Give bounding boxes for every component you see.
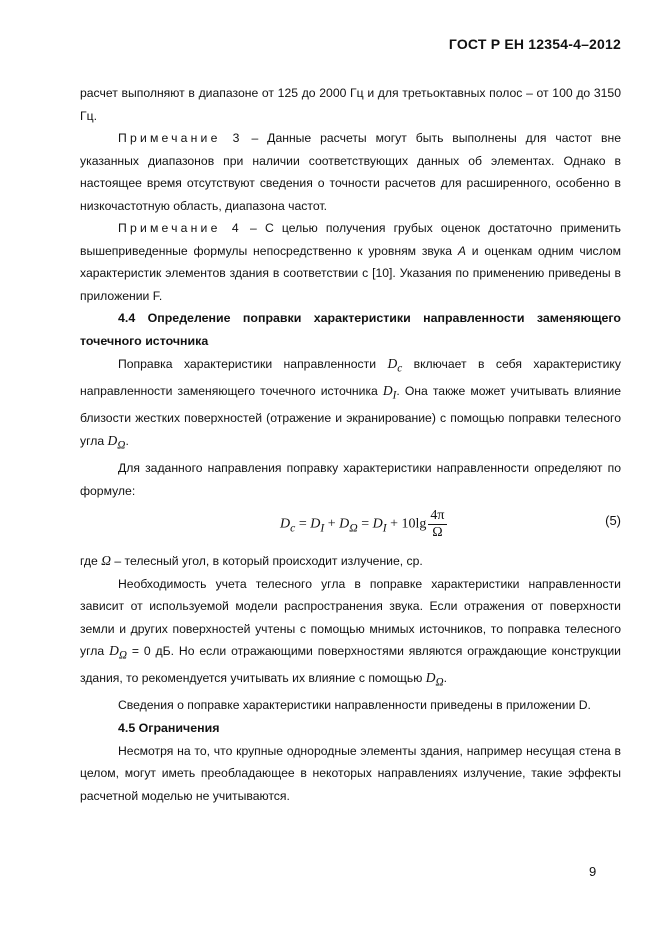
formula-term-3: D [372, 516, 383, 532]
var-letter: D [109, 643, 119, 659]
paragraph-formula-intro: Для заданного направления поправку характеристики направленности определяют по формуле: [80, 461, 621, 498]
var-subscript: Ω [117, 439, 126, 452]
note-4-text-b: и оценкам одним числом характеристик элементов здания в соответствии с [10]. Указания по применению приведены в приложении F. [80, 243, 622, 303]
equation-number: (5) [605, 513, 621, 529]
var-letter: D [387, 356, 398, 371]
note-4-text-a: – С целью получения грубых оценок достаточно применить вышеприведенные формулы непосредственно к уровням звука [80, 221, 621, 258]
paragraph-directivity [80, 353, 621, 457]
document-body [80, 82, 621, 807]
note-3 [80, 127, 621, 217]
formula-term-1: D [310, 516, 321, 532]
text-fragment: где [80, 554, 102, 569]
var-subscript: c [397, 362, 403, 375]
formula-term-1-sub: I [320, 521, 325, 535]
text-fragment: = 0 дБ. Но если отражающими поверхностями являются ограждающие конструкции здания, то рекомендуется учитывать их влияние с помощью [80, 644, 621, 686]
formula-log: 10lg [401, 516, 427, 532]
var-letter: D [107, 432, 118, 448]
note-4 [80, 217, 621, 307]
var-letter: D [382, 383, 393, 399]
text-fragment: . [125, 433, 129, 448]
note-4-label: Примечание 4 [118, 221, 242, 235]
note-4-variable: A [457, 243, 467, 258]
formula-term-2: D [339, 516, 350, 532]
paragraph-solid-angle [80, 573, 621, 695]
formula-denominator: Ω [432, 525, 443, 541]
formula-term-2-sub: Ω [349, 521, 358, 535]
paragraph-limitations: Несмотря на то, что крупные однородные элементы здания, например несущая стена в целом, могут иметь преобладающее в некоторых направлениях излучение, такие эффекты расчетной моделью не учитываются. [80, 743, 621, 803]
omega-symbol: Ω [101, 553, 111, 569]
text-fragment: Необходимость учета телесного угла в поправке характеристики направленности зависит от используемой модели распространения звука. Если отражения от поверхности земли и других поверхностей учтены с помощью мнимых источников, то поправка телесного угла [80, 576, 621, 659]
var-dc [387, 356, 403, 375]
var-subscript: Ω [118, 649, 127, 662]
text-fragment: включает в себя характеристику направленности заменяющего точечного источника [80, 357, 621, 399]
formula-lhs-sub: c [290, 521, 296, 535]
text-fragment: Поправка характеристики направленности [118, 357, 388, 371]
var-domega [425, 670, 444, 689]
var-subscript: I [392, 389, 397, 402]
text-fragment: . [443, 671, 448, 686]
section-4-5-heading: 4.5 Ограничения [118, 720, 220, 735]
var-domega [107, 432, 129, 452]
section-4-4-heading: 4.4 Определение поправки характеристики направленности заменяющего точечного источника [80, 311, 621, 348]
formula-expression: $D_c = D_I + D_\Omega = D_I + 10\lg$ $\frac{4\pi}{\Omega}$ [280, 508, 445, 541]
page-number: 9 [589, 864, 597, 879]
formula-lhs: D [280, 516, 291, 532]
paragraph-annex-d: Сведения о поправке характеристики направленности приведены в приложении D. [118, 698, 591, 713]
document-code-header: ГОСТ Р ЕН 12354-4–2012 [448, 36, 621, 52]
var-di [382, 383, 397, 402]
var-subscript: Ω [435, 676, 444, 689]
var-letter: D [425, 670, 436, 686]
text-fragment: . Она также может учитывать влияние близости жестких поверхностей (отражение и экранирование) с помощью поправки телесного угла [80, 384, 622, 448]
note-3-text: – Данные расчеты могут быть выполнены для частот вне указанных диапазонов при наличии соответствующих данных об элементах. Однако в настоящее время отсутствуют сведения о точности расчетов для расширенного, особенно в низкочастотную область, диапазона частот. [80, 131, 621, 213]
note-3-label: Примечание 3 [118, 131, 243, 145]
formula-fraction [428, 508, 446, 541]
paragraph-where [80, 550, 621, 573]
paragraph-range: расчет выполняют в диапазоне от 125 до 2000 Гц и для третьоктавных полос – от 100 до 3150 Гц. [80, 86, 621, 123]
var-domega [109, 643, 127, 662]
formula-term-3-sub: I [382, 521, 387, 535]
text-fragment: – телесный угол, в который происходит излучение, ср. [110, 554, 423, 569]
formula-5 [80, 504, 621, 544]
formula-numerator: 4π [430, 508, 445, 524]
